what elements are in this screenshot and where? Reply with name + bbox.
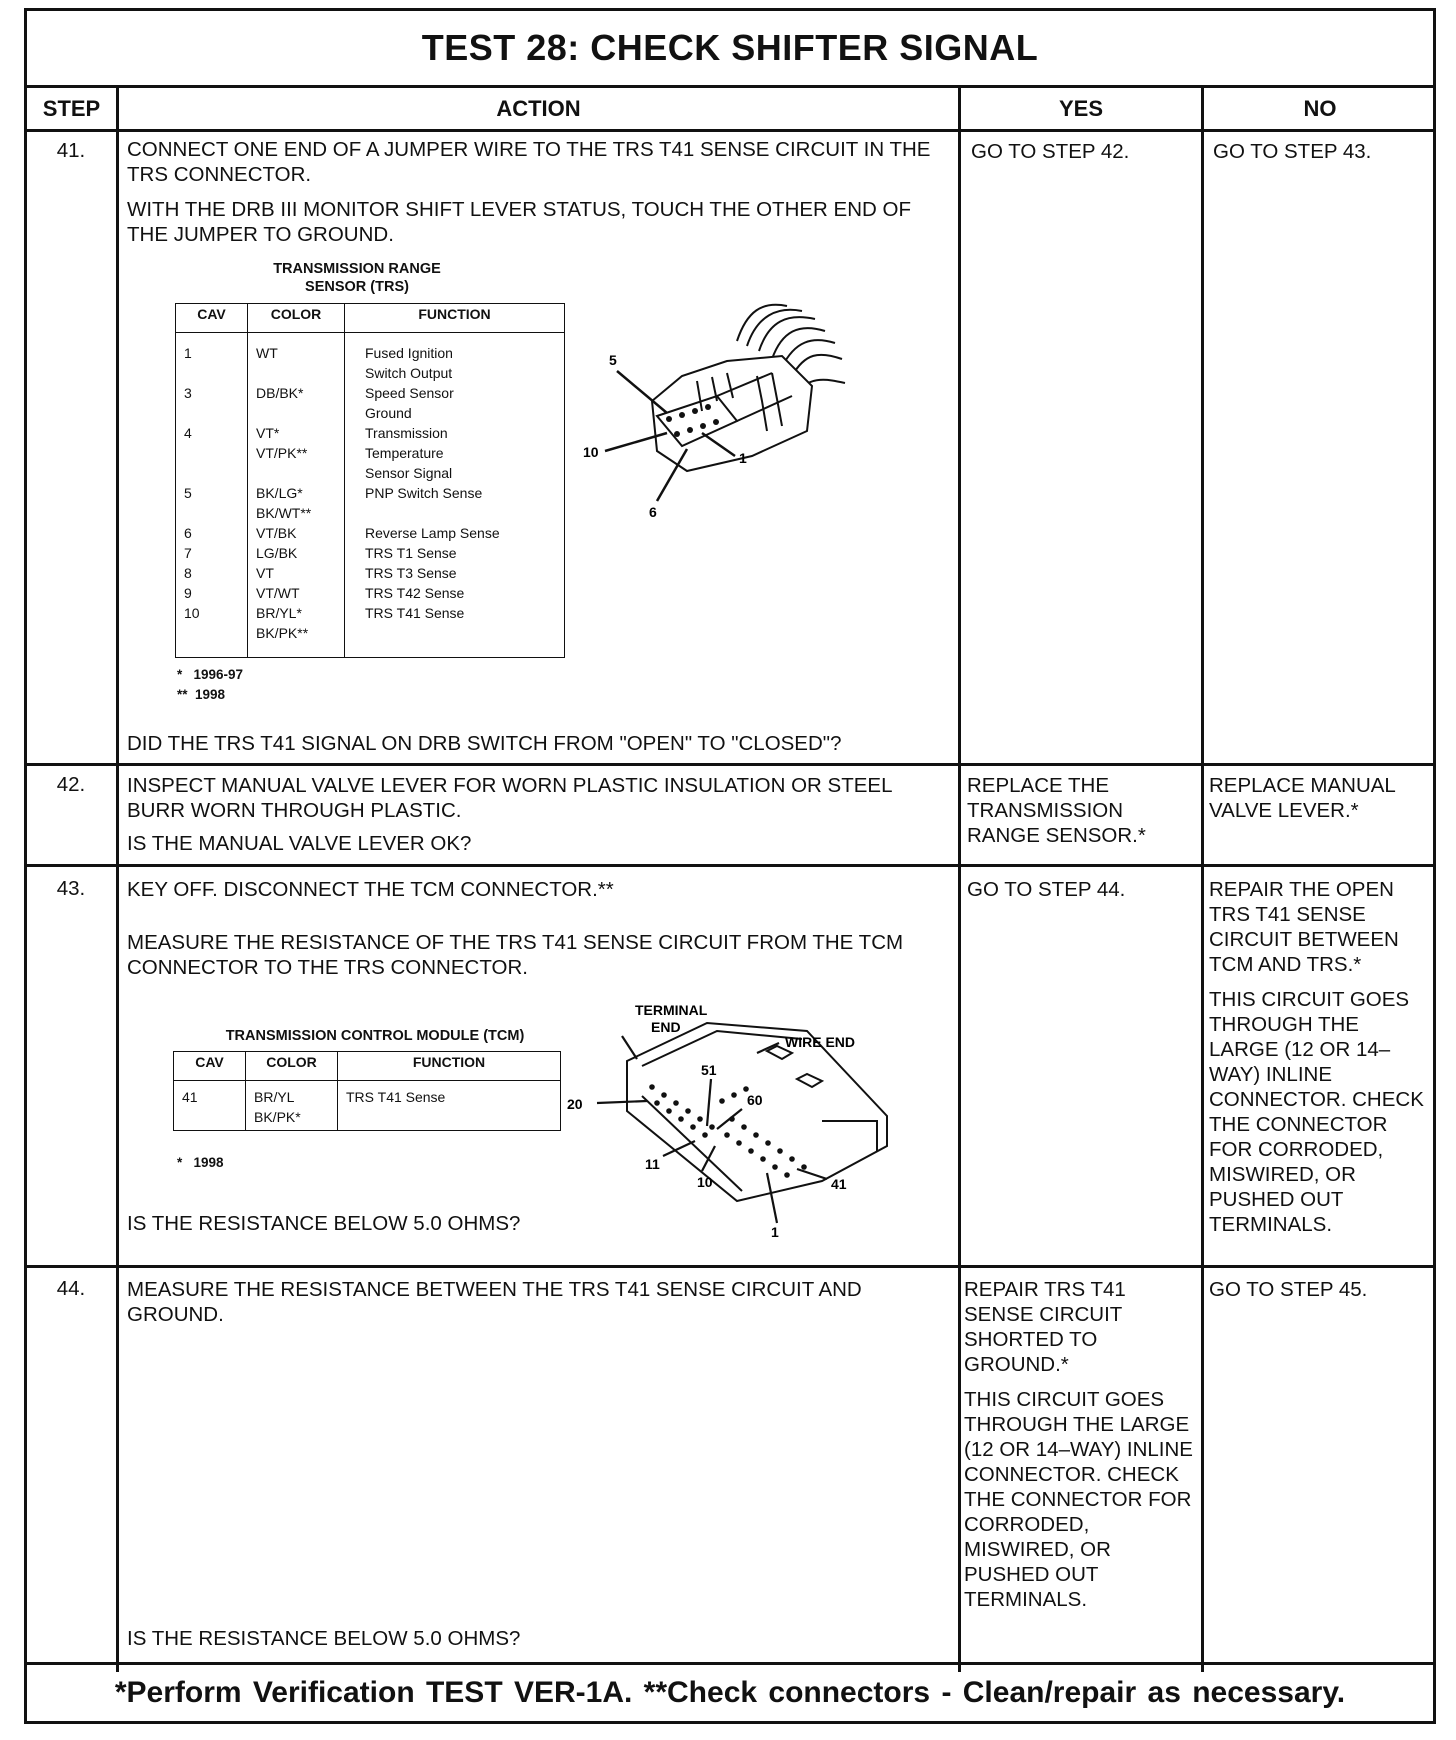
column-header: FUNCTION (345, 304, 565, 333)
step-42-yes: REPLACE THE TRANSMISSION RANGE SENSOR.* (967, 774, 1146, 847)
tcm-table-title: TRANSMISSION CONTROL MODULE (TCM) (225, 1028, 525, 1044)
column-header: FUNCTION (338, 1052, 561, 1081)
test-table (24, 8, 1436, 1724)
terminal-end-label: TERMINAL END (635, 1002, 708, 1035)
pin-label: 10 (583, 444, 599, 460)
no-text: THIS CIRCUIT GOES THROUGH THE LARGE (12 OR 14–WAY) INLINE CONNECTOR. CHECK THE CONNECTOR FOR CORRODED, MISWIRED, OR PUSHED OUT TERMINALS. (1209, 988, 1424, 1236)
step-43-action (127, 877, 953, 990)
step-number: 44. (56, 1277, 86, 1300)
step-44-no: GO TO STEP 45. (1209, 1278, 1368, 1301)
footnote: * 1996-97 (177, 667, 244, 682)
step-number: 43. (56, 877, 86, 900)
pin-label: 41 (831, 1176, 847, 1192)
step-41-action (127, 137, 953, 257)
pin-label: 1 (739, 450, 747, 466)
action-text: KEY OFF. DISCONNECT THE TCM CONNECTOR.** (127, 878, 614, 901)
pin-label: 20 (567, 1096, 583, 1112)
wire-end-label: WIRE END (785, 1034, 855, 1050)
step-44-question: IS THE RESISTANCE BELOW 5.0 OHMS? (127, 1627, 521, 1650)
step-43-no (1209, 877, 1431, 1247)
footer-note: *Perform Verification TEST VER-1A. **Check connectors - Clean/repair as necessary. (27, 1662, 1433, 1721)
column-header: COLOR (246, 1052, 338, 1081)
step-44-action: MEASURE THE RESISTANCE BETWEEN THE TRS T41 SENSE CIRCUIT AND GROUND. (127, 1278, 862, 1326)
step-41-question: DID THE TRS T41 SIGNAL ON DRB SWITCH FROM "OPEN" TO "CLOSED"? (127, 732, 842, 755)
step-41-yes: GO TO STEP 42. (971, 140, 1130, 163)
action-text: INSPECT MANUAL VALVE LEVER FOR WORN PLASTIC INSULATION OR STEEL BURR WORN THROUGH PLASTIC. (127, 774, 892, 822)
pin-label: 60 (747, 1092, 763, 1108)
divider (27, 763, 1433, 766)
action-text: CONNECT ONE END OF A JUMPER WIRE TO THE TRS T41 SENSE CIRCUIT IN THE TRS CONNECTOR. (127, 138, 931, 186)
divider (116, 85, 119, 1672)
yes-text: THIS CIRCUIT GOES THROUGH THE LARGE (12 OR 14–WAY) INLINE CONNECTOR. CHECK THE CONNECTOR FOR CORRODED, MISWIRED, OR PUSHED OUT TERMINALS. (964, 1388, 1193, 1611)
tcm-pinout-table (173, 1051, 561, 1131)
action-text: MEASURE THE RESISTANCE OF THE TRS T41 SENSE CIRCUIT FROM THE TCM CONNECTOR TO THE TRS CONNECTOR. (127, 931, 904, 979)
header-no: NO (1303, 96, 1337, 121)
action-text: WITH THE DRB III MONITOR SHIFT LEVER STATUS, TOUCH THE OTHER END OF THE JUMPER TO GROUND. (127, 198, 912, 246)
trs-pinout-table (175, 303, 565, 658)
function-column: Fused Ignition Switch Output Speed Sensor Ground Transmission Temperature Sensor Signal PNP Switch Sense Reverse Lamp Sense TRS T1 Sense TRS T3 Sense TRS T42 Sense TRS T41 Sense (345, 333, 565, 653)
header-step: STEP (42, 96, 101, 121)
yes-text: REPAIR TRS T41 SENSE CIRCUIT SHORTED TO GROUND.* (964, 1278, 1126, 1376)
cav-column: 1 3 4 5 6 7 8 9 10 (176, 333, 248, 653)
pin-label: 5 (609, 352, 617, 368)
footnote: * 1998 (177, 1155, 224, 1170)
step-41-no: GO TO STEP 43. (1213, 140, 1372, 163)
step-number: 42. (56, 773, 86, 796)
no-text: REPAIR THE OPEN TRS T41 SENSE CIRCUIT BETWEEN TCM AND TRS.* (1209, 878, 1399, 976)
step-43-yes: GO TO STEP 44. (967, 878, 1126, 901)
pin-label: 11 (645, 1156, 660, 1172)
divider (1201, 85, 1204, 1672)
trs-connector-illustration (583, 301, 907, 561)
page-title: TEST 28: CHECK SHIFTER SIGNAL (27, 11, 1433, 88)
pin-label: 1 (771, 1224, 779, 1240)
header-action: ACTION (496, 96, 581, 121)
header-yes: YES (1058, 96, 1104, 121)
column-header: CAV (176, 304, 248, 333)
step-44-yes (964, 1277, 1196, 1622)
step-42-no: REPLACE MANUAL VALVE LEVER.* (1209, 774, 1396, 822)
column-header: COLOR (248, 304, 345, 333)
footnote: ** 1998 (177, 687, 226, 702)
action-question: IS THE MANUAL VALVE LEVER OK? (127, 832, 472, 855)
step-43-question: IS THE RESISTANCE BELOW 5.0 OHMS? (127, 1212, 521, 1235)
cav-cell: 41 (174, 1081, 246, 1131)
step-42-action (127, 773, 953, 866)
divider (958, 85, 961, 1672)
pin-label: 51 (701, 1062, 717, 1078)
divider (27, 129, 1433, 132)
color-column: WT DB/BK* VT* VT/PK** BK/LG* BK/WT** VT/BK LG/BK VT VT/WT BR/YL* BK/PK** (248, 333, 345, 653)
divider (27, 1265, 1433, 1268)
pin-label: 6 (649, 504, 657, 520)
step-number: 41. (56, 139, 86, 162)
function-cell: TRS T41 Sense (338, 1081, 561, 1131)
color-cell: BR/YL BK/PK* (246, 1081, 338, 1131)
pin-label: 10 (697, 1174, 713, 1190)
column-header: CAV (174, 1052, 246, 1081)
trs-table-title: TRANSMISSION RANGE SENSOR (TRS) (273, 261, 441, 295)
